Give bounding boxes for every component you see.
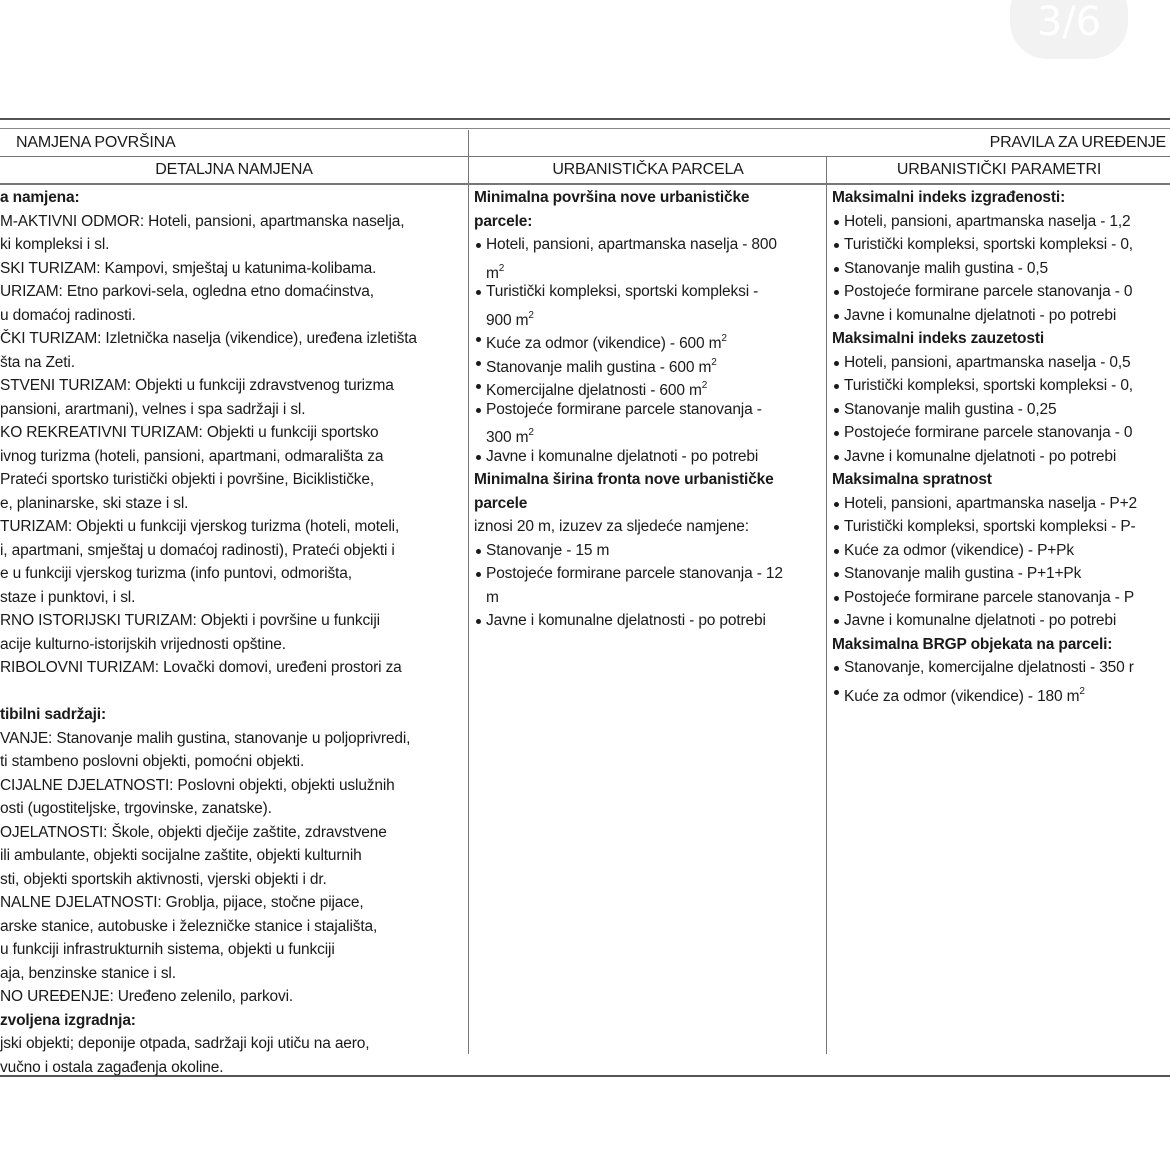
line-text: CIJALNE DJELATNOSTI: Poslovni objekti, objekti uslužnih xyxy=(0,776,395,794)
bullet-item xyxy=(832,656,1137,680)
line-text: Minimalna širina fronta nove urbanističke xyxy=(474,471,774,488)
section-heading xyxy=(832,468,1137,492)
bullet-item xyxy=(832,398,1137,422)
text-line xyxy=(0,938,417,962)
line-text: Stanovanje - 15 m xyxy=(486,541,610,559)
section-heading xyxy=(832,327,1137,351)
line-text: Kuće za odmor (vikendice) - 180 m xyxy=(844,687,1080,705)
text-line xyxy=(474,421,783,445)
column-detaljna-namjena xyxy=(0,186,417,1079)
line-text: ki kompleksi i sl. xyxy=(0,236,110,253)
line-text: M-AKTIVNI ODMOR: Hoteli, pansioni, apartmanska naselja, xyxy=(0,212,405,230)
line-text: u domaćoj radinosti. xyxy=(0,306,136,324)
bullet-item xyxy=(474,351,783,375)
line-text: Turistički kompleksi, sportski kompleksi - 0, xyxy=(844,236,1133,253)
bullet-item xyxy=(474,539,783,563)
bullet-item xyxy=(832,280,1137,304)
line-text: arske stanice, autobuske i železničke stanice i stajališta, xyxy=(0,917,378,935)
text-line xyxy=(0,515,417,539)
bullet-item xyxy=(832,257,1137,281)
header-row-groups xyxy=(0,130,1170,157)
text-line xyxy=(474,304,783,328)
column-urbanisticki-parametri xyxy=(832,186,1137,703)
line-text: Hoteli, pansioni, apartmanska naselja - 1,2 xyxy=(844,212,1131,230)
line-text: ili ambulante, objekti socijalne zaštite, objekti kulturnih xyxy=(0,847,362,864)
line-text: šta na Zeti. xyxy=(0,353,75,371)
line-text: Stanovanje malih gustina - P+1+Pk xyxy=(844,565,1082,582)
line-text: URIZAM: Etno parkovi-sela, ogledna etno domaćinstva, xyxy=(0,283,374,300)
section-heading xyxy=(474,210,783,234)
text-line xyxy=(0,327,417,351)
line-text: Turistički kompleksi, sportski kompleksi - 0, xyxy=(844,377,1133,394)
bullet-item xyxy=(474,280,783,304)
bullet-item xyxy=(474,609,783,633)
text-line xyxy=(0,280,417,304)
bullet-item xyxy=(832,351,1137,375)
line-text: KO REKREATIVNI TURIZAM: Objekti u funkciji sportsko xyxy=(0,424,379,441)
line-text: zvoljena izgradnja: xyxy=(0,1011,136,1029)
bullet-item xyxy=(474,445,783,469)
text-line xyxy=(0,868,417,892)
line-text: Hoteli, pansioni, apartmanska naselja - 0,5 xyxy=(844,353,1131,371)
header-pravila-za-uredjenje: PRAVILA ZA UREĐENJE xyxy=(989,134,1166,151)
text-line xyxy=(0,656,417,680)
header-urbanisticka-parcela: URBANISTIČKA PARCELA xyxy=(552,161,744,178)
text-line xyxy=(0,844,417,868)
line-text: ti stambeno poslovni objekti, pomoćni objekti. xyxy=(0,753,305,770)
line-text: tibilni sadržaji: xyxy=(0,706,106,723)
text-line xyxy=(0,915,417,939)
line-text: parcele xyxy=(474,494,528,512)
superscript: 2 xyxy=(1079,685,1085,697)
page-indicator: 3/6 xyxy=(1036,0,1102,45)
superscript: 2 xyxy=(528,427,534,438)
section-heading xyxy=(0,1009,417,1033)
text-line xyxy=(0,233,417,257)
line-text: Postojeće formirane parcele stanovanja - 12 xyxy=(486,565,783,582)
line-text: Maksimalna BRGP objekata na parceli: xyxy=(832,635,1113,653)
header-row-columns xyxy=(0,157,1170,185)
text-line xyxy=(0,985,417,1009)
line-text: Maksimalni indeks izgrađenosti: xyxy=(832,189,1066,206)
line-text: Hoteli, pansioni, apartmanska naselja - 800 xyxy=(486,236,777,253)
line-text: i, apartmani, smještaj u domaćoj radinosti), Prateći objekti i xyxy=(0,541,395,559)
text-line xyxy=(0,539,417,563)
line-text: NO UREĐENJE: Uređeno zelenilo, parkovi. xyxy=(0,988,294,1005)
header-namjena-povrsina: NAMJENA POVRŠINA xyxy=(16,134,176,151)
text-line xyxy=(0,821,417,845)
bullet-item xyxy=(474,398,783,422)
section-heading xyxy=(832,633,1137,657)
bullet-item xyxy=(832,421,1137,445)
superscript: 2 xyxy=(721,333,727,344)
text-line xyxy=(0,421,417,445)
line-text: Minimalna površina nove urbanističke xyxy=(474,189,750,206)
bullet-item xyxy=(832,609,1137,633)
line-text: STVENI TURIZAM: Objekti u funkciji zdravstvenog turizma xyxy=(0,377,394,394)
text-line xyxy=(0,1056,417,1080)
line-text: 900 m xyxy=(486,311,529,329)
bullet-item xyxy=(832,680,1137,704)
line-text: 300 m xyxy=(486,429,529,446)
line-text: Javne i komunalne djelatnoti - po potrebi xyxy=(844,447,1117,465)
line-text: aja, benzinske stanice i sl. xyxy=(0,964,176,982)
text-line xyxy=(0,774,417,798)
line-text: Kuće za odmor (vikendice) - P+Pk xyxy=(844,541,1074,559)
bullet-item xyxy=(474,562,783,586)
line-text: Stanovanje malih gustina - 600 m xyxy=(486,358,712,376)
line-text: parcele: xyxy=(474,212,533,230)
line-text: a namjena: xyxy=(0,189,80,206)
text-line xyxy=(0,210,417,234)
line-text: Postojeće formirane parcele stanovanja - 0 xyxy=(844,283,1133,300)
bullet-item xyxy=(474,233,783,257)
line-text: acije kulturno-istorijskih vrijednosti opštine. xyxy=(0,635,286,653)
text-line xyxy=(0,468,417,492)
line-text: Stanovanje malih gustina - 0,5 xyxy=(844,259,1049,277)
bullet-item xyxy=(832,233,1137,257)
line-text: VANJE: Stanovanje malih gustina, stanovanje u poljoprivredi, xyxy=(0,729,411,747)
line-text: Prateći sportsko turistički objekti i površine, Biciklističke, xyxy=(0,471,375,488)
text-line xyxy=(0,398,417,422)
line-text: Maksimalni indeks zauzetosti xyxy=(832,330,1045,347)
bullet-item xyxy=(832,562,1137,586)
line-text: Kuće za odmor (vikendice) - 600 m xyxy=(486,335,722,352)
table-top-rule xyxy=(0,128,1170,129)
text-line xyxy=(0,609,417,633)
text-line xyxy=(0,633,417,657)
line-text: vučno i ostala zagađenja okoline. xyxy=(0,1058,224,1076)
line-text: Javne i komunalne djelatnoti - po potrebi xyxy=(844,306,1117,324)
text-line xyxy=(0,304,417,328)
text-line xyxy=(474,515,783,539)
header-detaljna-namjena: DETALJNA NAMJENA xyxy=(155,161,313,178)
line-text: Turistički kompleksi, sportski kompleksi - P- xyxy=(844,518,1136,535)
line-text: Javne i komunalne djelatnoti - po potrebi xyxy=(486,447,759,465)
text-line xyxy=(474,586,783,610)
section-heading xyxy=(474,492,783,516)
bullet-item xyxy=(832,492,1137,516)
text-line xyxy=(0,680,417,704)
section-heading xyxy=(832,186,1137,210)
text-line xyxy=(0,891,417,915)
line-text: RIBOLOVNI TURIZAM: Lovački domovi, uređeni prostori za xyxy=(0,659,402,676)
line-text: OJELATNOSTI: Škole, objekti dječije zaštite, zdravstvene xyxy=(0,823,387,841)
superscript: 2 xyxy=(701,380,708,391)
text-line xyxy=(0,351,417,375)
line-text: ČKI TURIZAM: Izletnička naselja (vikendice), uređena izletišta xyxy=(0,330,417,347)
line-text: Postojeće formirane parcele stanovanja - 0 xyxy=(844,424,1133,441)
line-text: Postojeće formirane parcele stanovanja - P xyxy=(844,588,1135,606)
line-text: iznosi 20 m, izuzev za sljedeće namjene: xyxy=(474,518,749,535)
line-text: NALNE DJELATNOSTI: Groblja, pijace, stočne pijace, xyxy=(0,894,364,911)
text-line xyxy=(0,586,417,610)
text-line xyxy=(0,492,417,516)
line-text: sti, objekti sportskih aktivnosti, vjerski objekti i dr. xyxy=(0,870,327,888)
superscript: 2 xyxy=(498,262,505,274)
line-text: ivnog turizma (hoteli, pansioni, apartmani, odmarališta za xyxy=(0,447,384,465)
bullet-item xyxy=(832,210,1137,234)
text-line xyxy=(0,962,417,986)
text-line xyxy=(0,562,417,586)
line-text: pansioni, arartmani), velnes i spa sadržaji i sl. xyxy=(0,400,306,418)
bullet-item xyxy=(832,374,1137,398)
column-urbanisticka-parcela xyxy=(474,186,783,633)
line-text: Javne i komunalne djelatnoti - po potrebi xyxy=(844,612,1117,629)
line-text: jski objekti; deponije otpada, sadržaji koji utiču na aero, xyxy=(0,1035,370,1052)
bullet-item xyxy=(832,304,1137,328)
line-text: Komercijalne djelatnosti - 600 m xyxy=(486,382,702,399)
line-text: Hoteli, pansioni, apartmanska naselja - P+2 xyxy=(844,494,1137,512)
line-text: m xyxy=(486,588,499,606)
text-line xyxy=(474,257,783,281)
column-divider-2 xyxy=(826,157,827,1054)
bullet-item xyxy=(832,515,1137,539)
line-text: TURIZAM: Objekti u funkciji vjerskog turizma (hoteli, moteli, xyxy=(0,518,400,535)
superscript: 2 xyxy=(711,356,717,368)
line-text: osti (ugostiteljske, trgovinske, zanatske). xyxy=(0,800,272,817)
column-divider-1 xyxy=(468,130,469,1054)
section-heading xyxy=(474,468,783,492)
line-text: Maksimalna spratnost xyxy=(832,471,992,488)
line-text: u funkciji infrastrukturnih sistema, objekti u funkciji xyxy=(0,941,335,958)
text-line xyxy=(0,727,417,751)
section-heading xyxy=(0,186,417,210)
line-text: Stanovanje, komercijalne djelatnosti - 350 r xyxy=(844,659,1134,676)
line-text: staze i punktovi, i sl. xyxy=(0,588,136,606)
land-use-table xyxy=(0,118,1170,1077)
line-text: e u funkciji vjerskog turizma (info puntovi, odmorišta, xyxy=(0,565,352,582)
section-heading xyxy=(0,703,417,727)
bullet-item xyxy=(832,586,1137,610)
line-text: e, planinarske, ski staze i sl. xyxy=(0,494,189,512)
line-text: Javne i komunalne djelatnosti - po potrebi xyxy=(486,612,766,629)
superscript: 2 xyxy=(528,309,534,321)
text-line xyxy=(0,797,417,821)
line-text: Stanovanje malih gustina - 0,25 xyxy=(844,400,1057,418)
bullet-item xyxy=(832,445,1137,469)
text-line xyxy=(0,1032,417,1056)
line-text: Turistički kompleksi, sportski kompleksi - xyxy=(486,283,759,300)
text-line xyxy=(0,257,417,281)
text-line xyxy=(0,750,417,774)
bullet-item xyxy=(474,374,783,398)
line-text: Postojeće formirane parcele stanovanja - xyxy=(486,400,762,418)
section-heading xyxy=(474,186,783,210)
page-indicator-badge xyxy=(1010,0,1128,59)
text-line xyxy=(0,445,417,469)
bullet-item xyxy=(474,327,783,351)
bullet-item xyxy=(832,539,1137,563)
header-urbanisticki-parametri: URBANISTIČKI PARAMETRI xyxy=(896,161,1102,178)
line-text: RNO ISTORIJSKI TURIZAM: Objekti i površine u funkciji xyxy=(0,612,380,629)
line-text: SKI TURIZAM: Kampovi, smještaj u katunima-kolibama. xyxy=(0,259,377,277)
line-text: m xyxy=(486,264,499,282)
text-line xyxy=(0,374,417,398)
